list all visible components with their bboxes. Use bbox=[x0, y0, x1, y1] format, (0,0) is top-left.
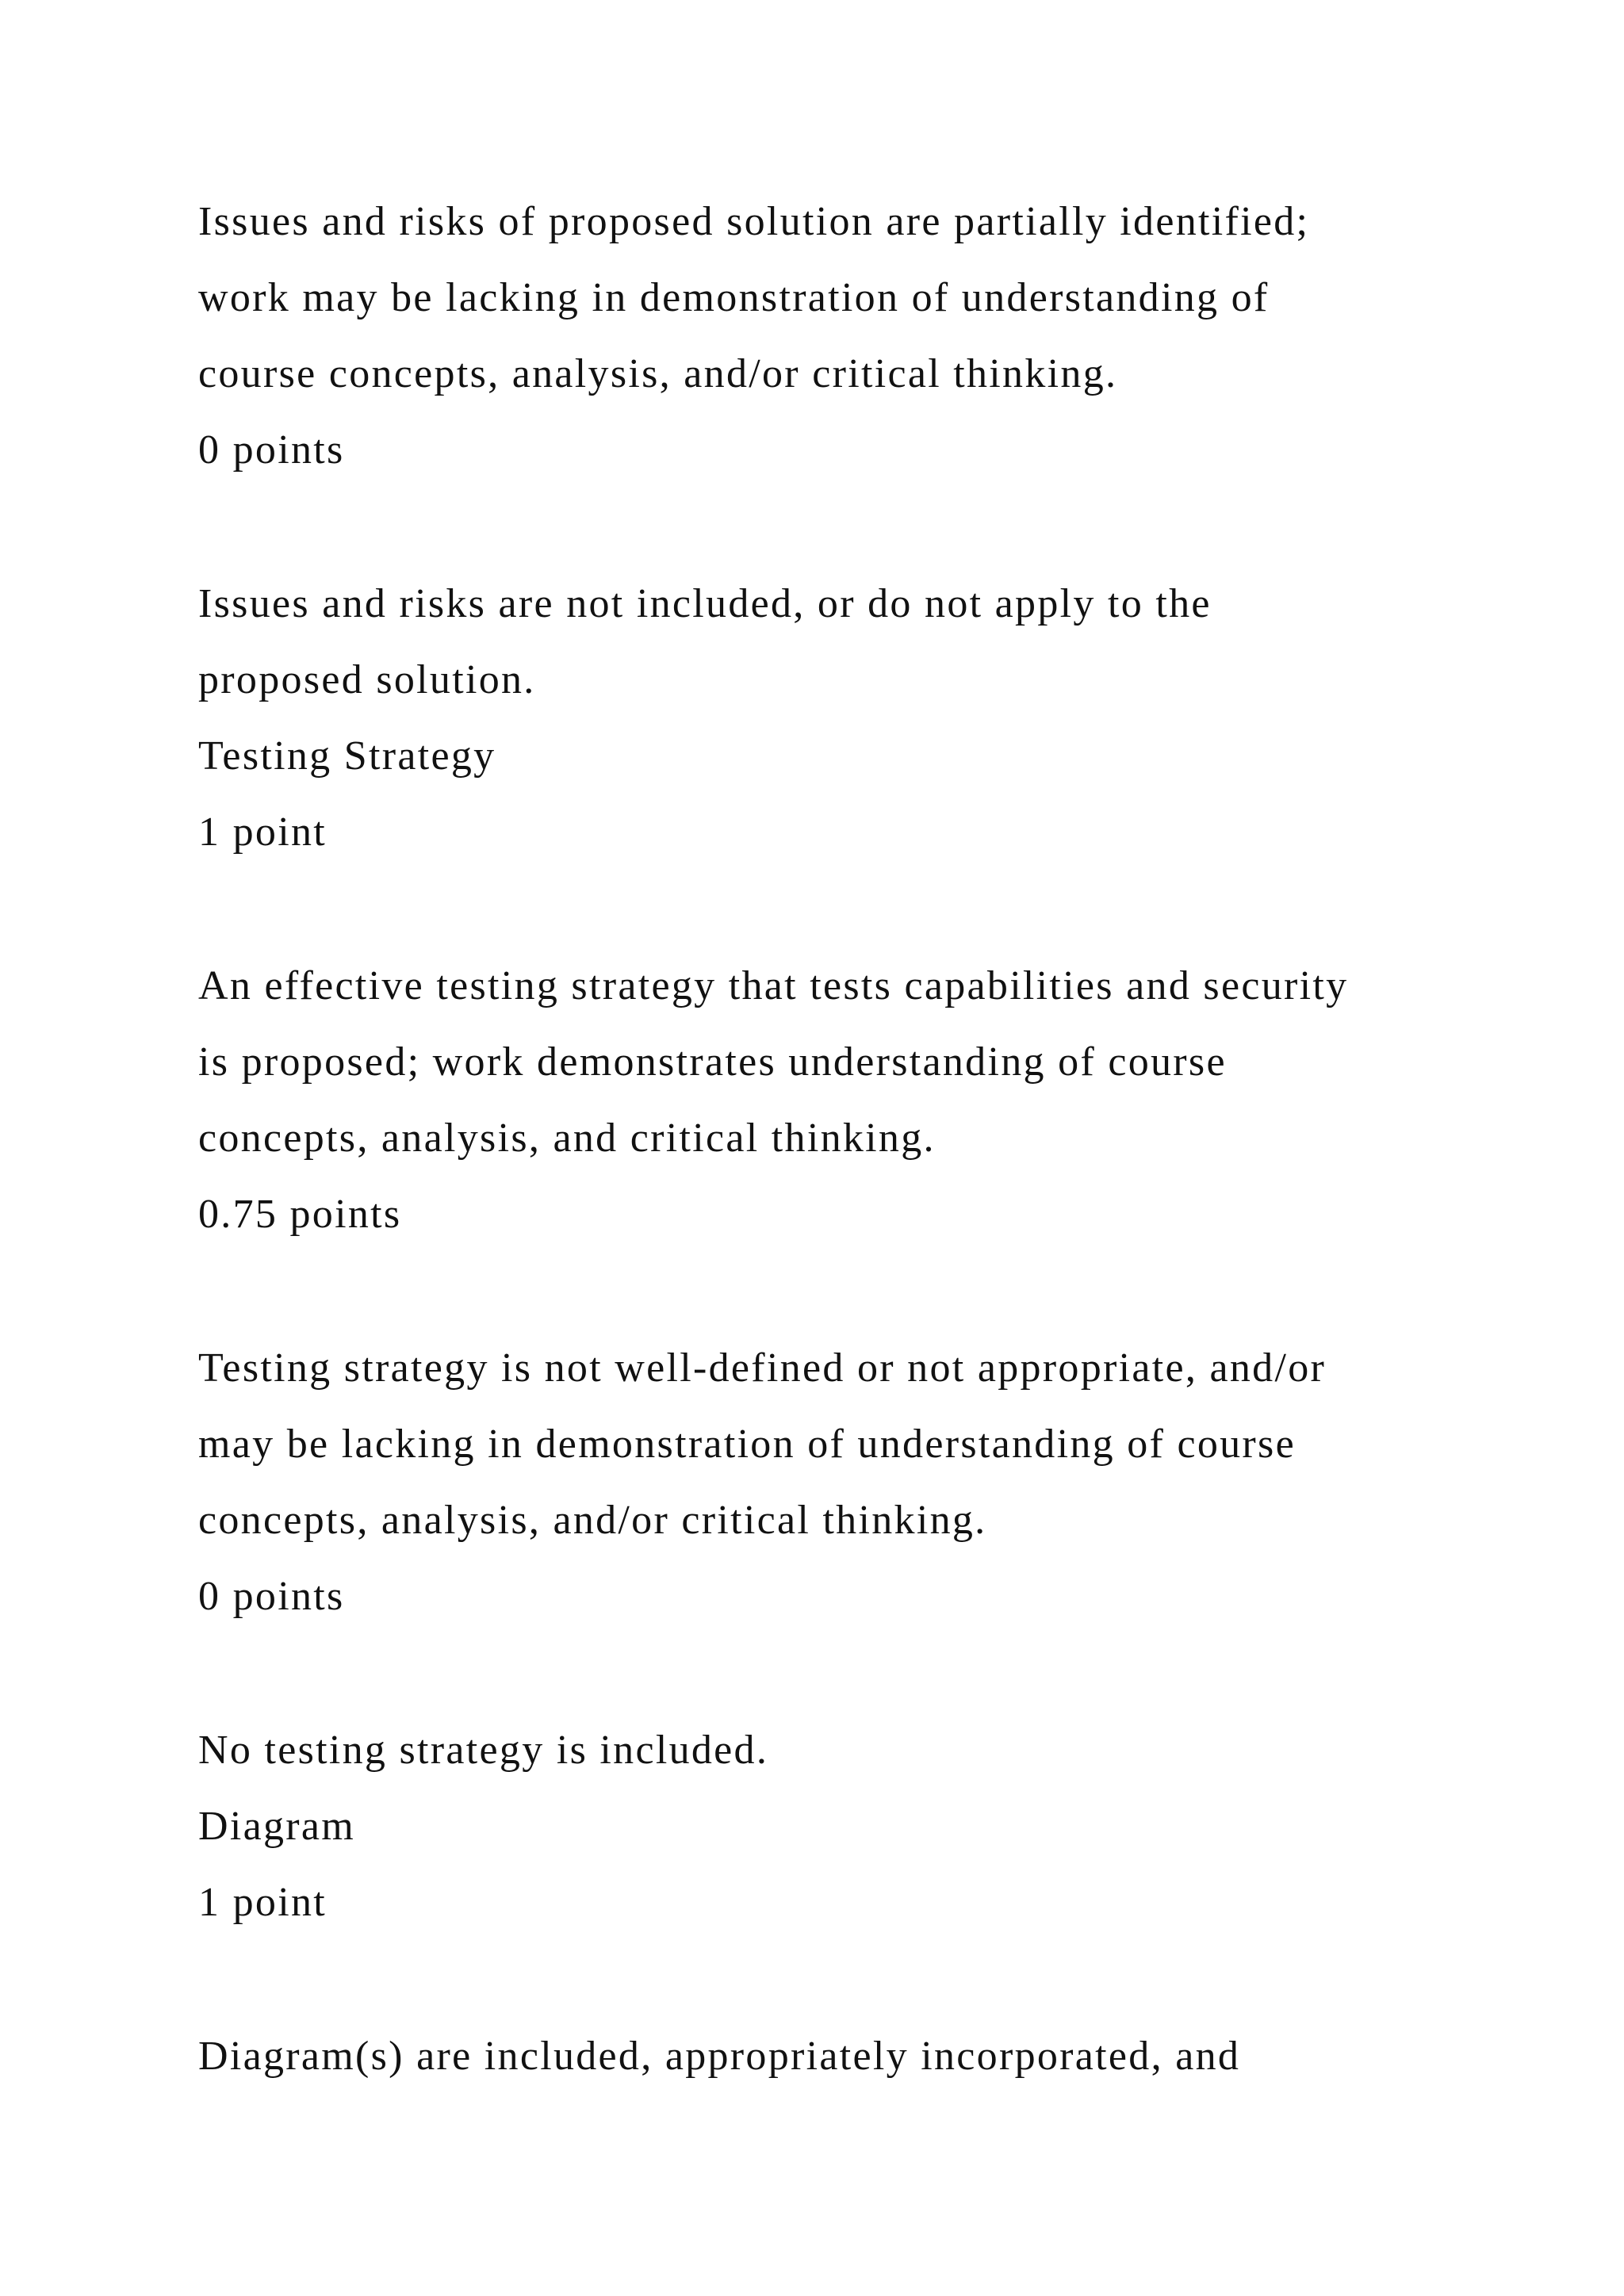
points-label: 0 points bbox=[198, 1574, 345, 1619]
text-line: is proposed; work demonstrates understanding of course bbox=[198, 1039, 1227, 1085]
criterion-heading: Testing Strategy bbox=[198, 733, 496, 779]
text-line: Issues and risks of proposed solution are partially identified; bbox=[198, 199, 1310, 244]
text-line: Diagram(s) are included, appropriately incorporated, and bbox=[198, 2034, 1241, 2079]
text-line: concepts, analysis, and critical thinking. bbox=[198, 1115, 936, 1161]
criterion-heading: Diagram bbox=[198, 1804, 356, 1849]
text-line: work may be lacking in demonstration of understanding of bbox=[198, 275, 1270, 320]
text-line: concepts, analysis, and/or critical thinking. bbox=[198, 1498, 987, 1543]
text-line: Issues and risks are not included, or do not apply to the bbox=[198, 581, 1212, 626]
text-line: course concepts, analysis, and/or critical thinking. bbox=[198, 351, 1118, 396]
points-label: 0.75 points bbox=[198, 1192, 402, 1237]
text-line: No testing strategy is included. bbox=[198, 1728, 769, 1773]
text-line: Testing strategy is not well-defined or not appropriate, and/or bbox=[198, 1345, 1327, 1391]
points-label: 1 point bbox=[198, 1880, 327, 1925]
text-line: may be lacking in demonstration of understanding of course bbox=[198, 1422, 1296, 1467]
text-line: proposed solution. bbox=[198, 657, 536, 702]
points-label: 0 points bbox=[198, 427, 345, 473]
text-line: An effective testing strategy that tests capabilities and security bbox=[198, 963, 1349, 1008]
points-label: 1 point bbox=[198, 809, 327, 855]
